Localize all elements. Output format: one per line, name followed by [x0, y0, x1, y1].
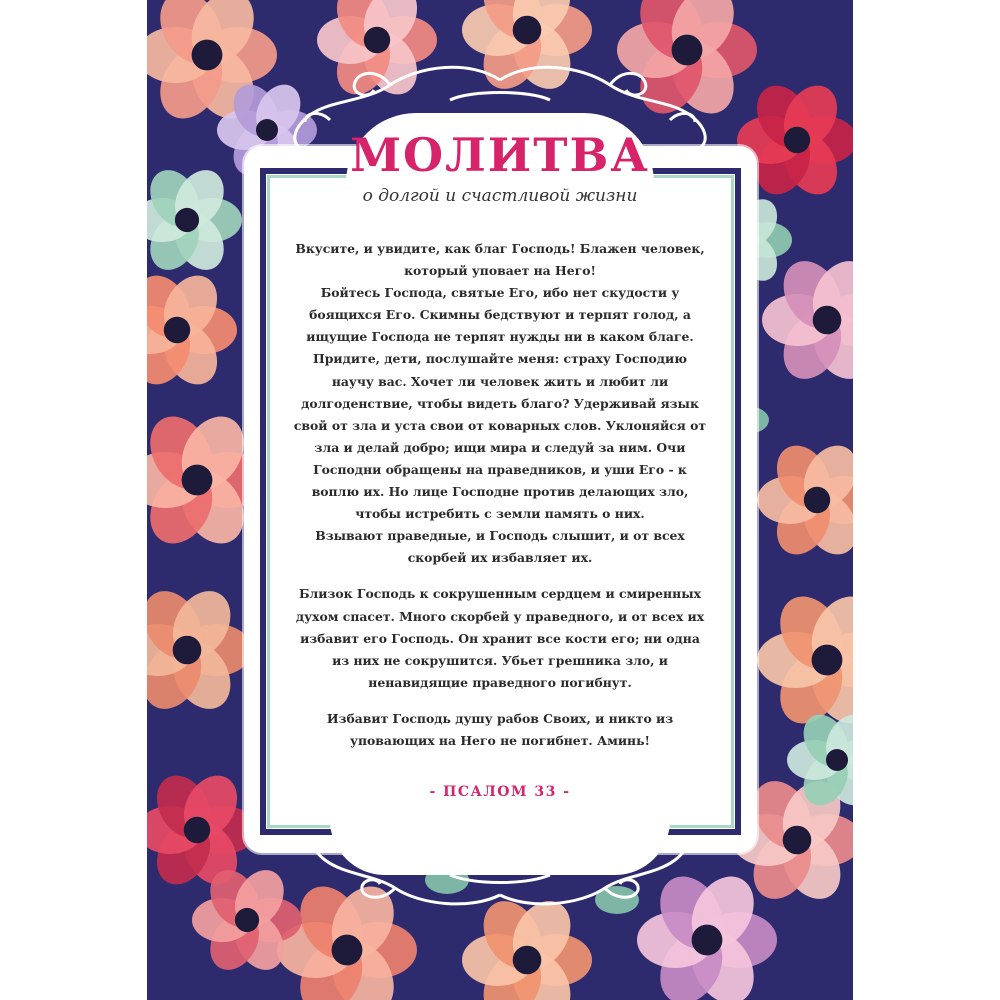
flower-center: [784, 127, 810, 153]
text-line: Господни обращены на праведников, и уши Его - к: [313, 461, 687, 477]
text-line: долгоденствие, чтобы видеть благо? Удерживай язык: [301, 395, 699, 411]
text-line: избавит его Господь. Он хранит все кости его; ни одна: [300, 630, 700, 646]
flower-center: [364, 27, 390, 53]
text-line: зла и делай добро; ищи мира и следуй за ним. Очи: [314, 439, 686, 455]
flower-center: [175, 208, 199, 232]
text-line: который уповает на Него!: [404, 263, 596, 279]
flower-center: [692, 925, 723, 956]
text-line: из них не сокрушится. Убьет грешника зло, и: [332, 652, 668, 668]
flower-center: [332, 935, 363, 966]
paragraph: [282, 583, 718, 693]
flower-center: [235, 908, 259, 932]
psalm-reference: - ПСАЛОМ 33 -: [429, 784, 571, 800]
text-line: воплю их. Но лице Господне против делающих зло,: [311, 484, 689, 500]
text-line: Взывают праведные, и Господь слышит, и от всех: [315, 528, 685, 544]
flower-center: [164, 317, 190, 343]
paragraph: [282, 238, 718, 569]
flower-center: [184, 817, 210, 843]
prayer-title: МОЛИТВА: [350, 128, 650, 182]
text-line: ищущие Господа не терпят нужды ни в каком благе.: [306, 329, 694, 345]
flower-center: [513, 946, 542, 975]
text-line: Придите, дети, послушайте меня: страху Господию: [313, 351, 687, 367]
flower-center: [182, 465, 213, 496]
text-line: чтобы истребить с земли память о них.: [355, 506, 645, 522]
text-line: боящихся Его. Скимны бедствуют и терпят голод, а: [309, 307, 691, 323]
flower-center: [826, 749, 848, 771]
text-line: научу вас. Хочет ли человек жить и любит ли: [331, 373, 669, 389]
flower-center: [173, 636, 202, 665]
text-line: ненавидящие праведного погибнут.: [368, 674, 632, 690]
text-line: Бойтесь Господа, святые Его, ибо нет скудости у: [320, 285, 680, 301]
text-line: духом спасет. Много скорбей у праведного, и от всех их: [295, 608, 705, 624]
text-line: скорбей их избавляет их.: [407, 550, 593, 566]
prayer-text: [282, 238, 718, 766]
flower-center: [813, 306, 842, 335]
flower-center: [804, 487, 830, 513]
paragraph: [282, 708, 718, 752]
flower-center: [192, 40, 223, 71]
text-line: Вкусите, и увидите, как благ Господь! Блажен человек,: [295, 241, 705, 256]
flower-center: [783, 826, 812, 855]
text-line: Близок Господь к сокрушенным сердцем и смиренных: [298, 586, 702, 602]
text-line: уповающих на Него не погибнет. Аминь!: [350, 732, 650, 748]
bottom-ornament: [300, 840, 700, 910]
flower-center: [513, 16, 542, 45]
flower-center: [812, 645, 843, 676]
text-line: Избавит Господь душу рабов Своих, и никто из: [326, 710, 674, 726]
text-line: свой от зла и уста свои от коварных слов. Уклоняйся от: [293, 417, 707, 433]
prayer-subtitle: о долгой и счастливой жизни: [362, 186, 638, 206]
